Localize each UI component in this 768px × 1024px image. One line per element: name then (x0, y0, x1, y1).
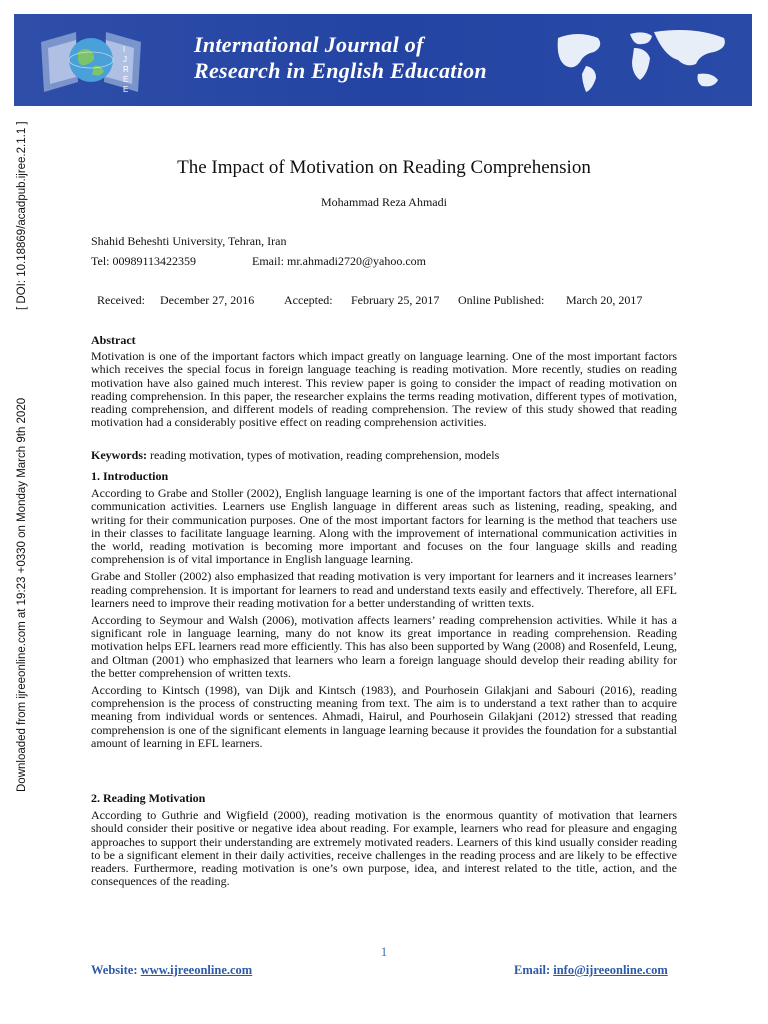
svg-text:I: I (123, 45, 126, 54)
journal-title (194, 32, 487, 84)
abstract-text: Motivation is one of the important factors which impact greatly on language learning. One of the most important factors which receives the special focus in foreign language teaching is reading motivation. More recently, studies on reading motivation have also gained much interest. This review paper is going to consider the impact of reading motivation on reading comprehension. In this paper, the researcher explains the terms reading motivation, different types of motivation, reading comprehension, and different models of reading comprehension. The review of this study showed that reading motivation had a considerably positive effect on reading comprehension activities. (91, 349, 677, 430)
email-label: Email: (514, 963, 554, 977)
footer-email (514, 963, 668, 978)
svg-text:R: R (123, 65, 129, 74)
published-date: March 20, 2017 (566, 293, 643, 307)
svg-text:J: J (123, 55, 127, 64)
svg-text:E: E (123, 75, 129, 84)
published-label: Online Published: (458, 293, 545, 307)
website-label: Website: (91, 963, 141, 977)
journal-banner (14, 14, 752, 106)
website-link[interactable]: www.ijreeonline.com (140, 963, 253, 977)
footer-website (91, 963, 252, 978)
journal-logo-icon (36, 22, 146, 100)
journal-title-line2: Research in English Education (194, 58, 487, 83)
author-email: Email: mr.ahmadi2720@yahoo.com (252, 254, 427, 268)
keywords-label: Keywords: (91, 448, 147, 462)
paper-title: The Impact of Motivation on Reading Comprehension (177, 157, 591, 178)
accepted-date: February 25, 2017 (351, 293, 440, 307)
affiliation: Shahid Beheshti University, Tehran, Iran (91, 234, 287, 248)
keywords (91, 449, 677, 462)
abstract-section (91, 334, 677, 429)
intro-paragraph-2: Grabe and Stoller (2002) also emphasized that reading motivation is very important for learners and it increases learners’ reading comprehension. It is important for learners to read and understand texts easily and effectively. Therefore, all EFL learners need to improve their reading motivation for a better understanding of written texts. (91, 569, 677, 610)
telephone: Tel: 00989113422359 (91, 254, 197, 268)
introduction-section (91, 470, 677, 750)
abstract-heading: Abstract (91, 333, 136, 347)
reading-motivation-paragraph: According to Guthrie and Wigfield (2000), reading motivation is the enormous quantity of motivation that learners should consider their positive or negative idea about reading. For example, learners who read for pleasure and engaging approaches to support their understanding are extremely motivated readers. Learners of this kind usually consider reading to be a significant element in their daily activities, receive challenges in the reading process and are likely to be effective readers. Furthermore, reading motivation is one’s own purpose, idea, and interest related to the title, action, and the consequences of the reading. (91, 808, 677, 889)
intro-paragraph-3: According to Seymour and Walsh (2006), motivation affects learners’ reading comprehension activities. While it has a significant role in language learning, many do not know its great importance in reading comprehension. Reading motivation helps EFL learners read more efficiently. This has also been supported by Wang (2008) and Rosenfeld, Leung, and Oltman (2001) who emphasized that learners who learn a foreign language should develop their reading ability for the better comprehension of written texts. (91, 613, 677, 680)
author-name: Mohammad Reza Ahmadi (321, 195, 447, 209)
introduction-heading: 1. Introduction (91, 469, 169, 483)
reading-motivation-section (91, 792, 677, 888)
intro-paragraph-4: According to Kintsch (1998), van Dijk and Kintsch (1983), and Pourhosein Gilakjani and Sabouri (2016), reading comprehension is the process of constructing meaning from text. The aim is to understand a text rather than to acquire meaning from individual words or sentences. Ahmadi, Hairul, and Pourhosein Gilakjani (2012) stressed that reading comprehension is one of the significant elements in language learning because it provides the foundation for a substantial amount of learning in EFL learners. (91, 683, 677, 750)
accepted-label: Accepted: (284, 293, 333, 307)
intro-paragraph-1: According to Grabe and Stoller (2002), English language learning is one of the important factors that affect international communication activities. Learners use English language in different areas such as listening, reading, speaking, and writing for their communication purposes. One of the most important factors for learning is the method that teachers use in their classes to facilitate language learning. Along with the improvement of international communication activities in the world, reading motivation is becoming more important and focuses on the four language skills and reading comprehension is of vital importance in English language learning. (91, 486, 677, 567)
journal-title-line1: International Journal of (194, 32, 424, 57)
received-date: December 27, 2016 (160, 293, 255, 307)
doi-side-text: [ DOI: 10.18869/acadpub.ijree.2.1.1 ] (16, 121, 28, 310)
received-label: Received: (97, 293, 145, 307)
download-side-text: Downloaded from ijreeonline.com at 19:23 +0330 on Monday March 9th 2020 (16, 397, 28, 792)
reading-motivation-heading: 2. Reading Motivation (91, 791, 206, 805)
world-map-icon (548, 24, 738, 96)
page-number: 1 (380, 944, 388, 959)
email-link[interactable]: info@ijreeonline.com (553, 963, 668, 977)
svg-text:E: E (123, 85, 129, 94)
keywords-text: reading motivation, types of motivation, reading comprehension, models (147, 448, 500, 462)
